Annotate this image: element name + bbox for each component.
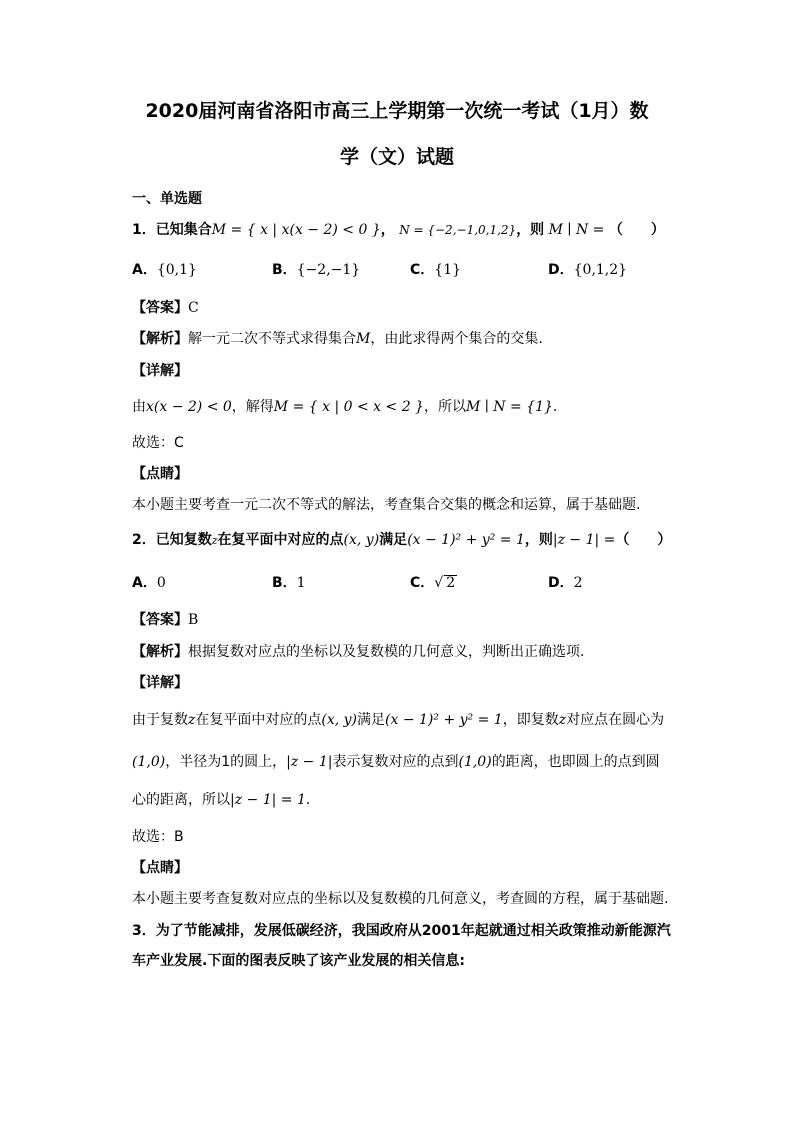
- q1-analysis: 【解析】解一元二次不等式求得集合M，由此求得两个集合的交集.: [132, 331, 543, 347]
- section-heading: 一、单选题: [132, 191, 202, 207]
- q2-detail-line-2: (1,0)，半径为1的圆上，|z − 1|表示复数对应的点到(1,0)的距离，也即圆上的点到圆: [132, 754, 660, 770]
- title-line-1: 2020届河南省洛阳市高三上学期第一次统一考试（1月）数: [145, 100, 649, 122]
- q2-detail-line-1: 由于复数z在复平面中对应的点(x, y)满足(x − 1)² + y² = 1，即复数z对应点在圆心为: [132, 712, 665, 728]
- q1-stem: [132, 219, 684, 239]
- title-line-2: 学（文）试题: [339, 146, 454, 168]
- q2-detail-tag: 【详解】: [132, 675, 188, 691]
- q1-answer-tag: 【答案】: [132, 300, 188, 316]
- q1-set-n: N = {−2,−1,0,1,2}: [399, 223, 517, 237]
- q1-option-d: D．{0,1,2}: [548, 262, 628, 278]
- q1-stem-suffix: ，则: [516, 222, 545, 238]
- q2-option-b: B．1: [272, 575, 306, 591]
- q2-choice: 故选：B: [132, 829, 184, 845]
- sqrt-icon: √: [434, 575, 444, 591]
- q2-option-c: C．√ 2: [410, 575, 456, 591]
- q2-option-a: A．0: [132, 575, 166, 591]
- q1-stem-prefix: 1．已知集合: [132, 222, 212, 238]
- q1-paren: （ ）: [608, 222, 665, 238]
- q1-comment: 本小题主要考查一元二次不等式的解法，考查集合交集的概念和运算，属于基础题.: [132, 497, 641, 513]
- q2-stem: 2．已知复数z在复平面中对应的点(x, y)满足(x − 1)² + y² = 1，则|z − 1| =（ ）: [132, 532, 672, 548]
- q2-comment: 本小题主要考查复数对应点的坐标以及复数模的几何意义，考查圆的方程，属于基础题.: [132, 891, 669, 907]
- q3-line-2: 车产业发展.下面的图表反映了该产业发展的相关信息:: [132, 953, 465, 969]
- q1-expr: M ∣ N =: [548, 222, 605, 238]
- q1-answer: [132, 297, 684, 317]
- q1-sep: ，: [380, 222, 395, 238]
- q2-comment-tag: 【点睛】: [132, 860, 188, 876]
- q1-answer-value: C: [188, 300, 199, 316]
- q1-choice: 故选：C: [132, 435, 184, 451]
- q1-option-b: B．{−2,−1}: [272, 262, 361, 278]
- q1-option-c: C．{1}: [410, 262, 462, 278]
- q2-detail-line-3: 心的距离，所以|z − 1| = 1.: [132, 792, 311, 808]
- q1-detail-tag: 【详解】: [132, 363, 188, 379]
- q1-comment-tag: 【点睛】: [132, 466, 188, 482]
- q2-analysis: 【解析】根据复数对应点的坐标以及复数模的几何意义，判断出正确选项.: [132, 644, 585, 660]
- q1-option-a: A．{0,1}: [132, 262, 197, 278]
- q1-set-m: M = { x | x(x − 2) < 0 }: [211, 222, 381, 238]
- q2-answer: 【答案】B: [132, 612, 199, 628]
- q2-option-d: D．2: [548, 575, 583, 591]
- q3-line-1: 3．为了节能减排，发展低碳经济，我国政府从2001年起就通过相关政策推动新能源汽: [132, 923, 671, 939]
- q1-detail: 由x(x − 2) < 0，解得M = { x | 0 < x < 2 }，所以M ∣ N = {1}.: [132, 399, 558, 415]
